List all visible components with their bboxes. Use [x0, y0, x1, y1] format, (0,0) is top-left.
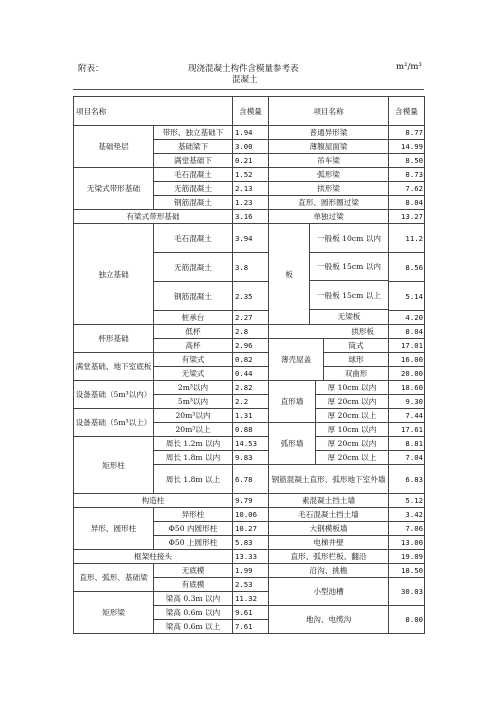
cell: 梁高 0.6m 以内 [154, 606, 233, 620]
cell: 8.04 [389, 196, 425, 210]
cell: 20m³以上 [154, 423, 233, 437]
col-header-value: 含模量 [389, 97, 425, 126]
cell: 10.27 [233, 522, 269, 536]
cell: 厚 20cm 以内 [316, 437, 388, 451]
cell: 无梁式带形基础 [74, 168, 154, 210]
cell: 14.53 [233, 437, 269, 451]
cell: 大钢模板墙 [269, 522, 389, 536]
formwork-table [73, 96, 425, 634]
cell: 2.13 [233, 182, 269, 196]
cell: 6.83 [389, 465, 425, 494]
cell: 5.14 [389, 282, 425, 311]
cell: 9.79 [233, 494, 269, 508]
cell: 满堂基础下 [154, 154, 233, 168]
cell: 无梁板 [337, 312, 361, 321]
cell: 3.00 [233, 140, 269, 154]
cell: 30.03 [389, 578, 425, 606]
cell: 18.60 [389, 381, 425, 395]
cell: 直形、弧形栏板、翻沿 [269, 550, 389, 564]
cell: 素混凝土挡土墙 [269, 494, 389, 508]
cell: 普通异形梁 [269, 126, 389, 140]
cell: 1.94 [233, 126, 269, 140]
cell: 吊车梁 [269, 154, 389, 168]
cell: 梁高 0.3m 以内 [154, 592, 233, 606]
cell: 异形、圆形柱 [74, 508, 154, 550]
col-header-value: 含模量 [233, 97, 269, 126]
cell: 13.00 [389, 536, 425, 550]
cell: 厚 20cm 以内 [316, 395, 388, 409]
cell: 无筋混凝土 [154, 182, 233, 196]
table-row [74, 508, 425, 522]
cell: 球形 [324, 353, 388, 367]
cell: 3.94 [233, 224, 269, 253]
cell: 14.99 [389, 140, 425, 154]
cell [269, 224, 389, 325]
unit-label: m²/m³ [396, 62, 422, 72]
cell: 8.81 [389, 437, 425, 451]
cell: Φ50 上圆形柱 [154, 536, 233, 550]
cell: 有底模 [154, 578, 233, 592]
cell: 地沟、电缆沟 [269, 606, 389, 634]
cell: 薄壳屋盖 [269, 339, 324, 380]
cell: 4.20 [389, 311, 425, 325]
cell: 带形、独立基础下 [154, 126, 233, 140]
cell: 周长 1.8m 以上 [154, 465, 233, 494]
cell: 板 [269, 224, 310, 324]
cell: 基础梁下 [154, 140, 233, 154]
table-row [74, 494, 425, 508]
col-header-name: 项目名称 [269, 97, 389, 126]
cell: 8.00 [389, 606, 425, 634]
cell: 独立基础 [74, 224, 154, 325]
cell: 2.27 [233, 311, 269, 325]
cell: 一般板 10cm 以内 [310, 224, 388, 253]
cell: 3.16 [233, 210, 269, 224]
cell: 矩形柱 [74, 437, 154, 494]
cell: 框架柱接头 [74, 550, 233, 564]
table-row [74, 550, 425, 564]
cell: 7.62 [389, 182, 425, 196]
cell: 直形、弧形、基础梁 [74, 564, 154, 592]
cell: 拱形梁 [269, 182, 389, 196]
table-row [74, 168, 425, 182]
cell: 8.73 [389, 168, 425, 182]
cell: 低杯 [154, 325, 233, 339]
divider [73, 89, 424, 90]
cell: 16.00 [389, 353, 425, 367]
cell: 有梁式带形基础 [74, 210, 233, 224]
table-row [74, 325, 425, 339]
appendix-label: 附表： [78, 64, 104, 74]
cell: 弧形梁 [269, 168, 389, 182]
cell: 7.04 [389, 451, 425, 465]
cell: 2.82 [233, 381, 269, 395]
cell: 单独过梁 [269, 210, 389, 224]
cell: 1.23 [233, 196, 269, 210]
cell: 8.04 [389, 325, 425, 339]
cell: 矩形梁 [74, 592, 154, 634]
cell: 10.06 [233, 508, 269, 522]
cell: 8.50 [389, 154, 425, 168]
cell: 周长 1.8m 以内 [154, 451, 233, 465]
cell: 钢筋混凝土直形、弧形地下室外墙 [269, 465, 389, 494]
cell: 19.09 [389, 550, 425, 564]
cell: 20.00 [389, 367, 425, 381]
table-row [74, 564, 425, 578]
cell: 7.44 [389, 409, 425, 423]
cell: 直形、圆形圈过梁 [269, 196, 389, 210]
cell: 11.2 [389, 224, 425, 253]
cell: 2.8 [233, 325, 269, 339]
cell: 杯形基础 [74, 325, 154, 353]
cell: 小型池槽 [269, 578, 389, 606]
cell: 梁高 0.6m 以上 [154, 620, 233, 634]
cell: 9.30 [389, 395, 425, 409]
cell: 20m³以内 [154, 409, 233, 423]
cell: 1.99 [233, 564, 269, 578]
cell: 弧形墙 [269, 423, 316, 464]
cell [269, 423, 389, 465]
cell: 18.50 [389, 564, 425, 578]
cell: 13.33 [233, 550, 269, 564]
table-subtitle: 混凝土 [232, 75, 258, 85]
cell: 0.88 [233, 423, 269, 437]
cell: 直形墙 [269, 381, 316, 422]
cell: 钢筋混凝土 [154, 282, 233, 311]
cell: 2.96 [233, 339, 269, 353]
cell: 毛石混凝土挡土墙 [269, 508, 389, 522]
cell: 满堂基础、地下室底板 [74, 353, 154, 381]
table-row [74, 224, 425, 253]
cell: 8.77 [389, 126, 425, 140]
cell: 周长 1.2m 以内 [154, 437, 233, 451]
cell: 5.12 [389, 494, 425, 508]
cell: 桩承台 [154, 311, 233, 325]
cell: 7.61 [233, 620, 269, 634]
cell: 2.2 [233, 395, 269, 409]
cell: 毛石混凝土 [154, 168, 233, 182]
cell: 3.8 [233, 253, 269, 282]
cell: 高杯 [154, 339, 233, 353]
cell: 9.83 [233, 451, 269, 465]
cell: 基础垫层 [74, 126, 154, 168]
cell: 0.21 [233, 154, 269, 168]
cell [269, 381, 389, 423]
cell: 11.32 [233, 592, 269, 606]
table-row [74, 126, 425, 140]
cell: 1.52 [233, 168, 269, 182]
cell: 17.01 [389, 339, 425, 353]
table-title: 现浇混凝土构件含模量参考表 [188, 64, 299, 74]
cell: 一般板 15cm 以上 [310, 281, 388, 310]
cell: 无底模 [154, 564, 233, 578]
cell: 13.27 [389, 210, 425, 224]
cell: 2m³以内 [154, 381, 233, 395]
cell: 厚 10cm 以内 [316, 423, 388, 437]
col-header-name: 项目名称 [74, 97, 233, 126]
table-row [74, 381, 425, 395]
cell: 无筋混凝土 [154, 253, 233, 282]
cell: 薄腹屋面梁 [269, 140, 389, 154]
cell: 无梁式 [154, 367, 233, 381]
cell: 电梯井壁 [269, 536, 389, 550]
cell: 8.56 [389, 253, 425, 282]
cell: 17.61 [389, 423, 425, 437]
cell: 钢筋混凝土 [154, 196, 233, 210]
cell: 毛石混凝土 [154, 224, 233, 253]
cell: 厚 10cm 以内 [316, 381, 388, 395]
cell: Φ50 内圆形柱 [154, 522, 233, 536]
cell: 构造柱 [74, 494, 233, 508]
table-head-row [74, 97, 425, 126]
cell: 沿沟、挑檐 [269, 564, 389, 578]
cell: 厚 20cm 以上 [327, 411, 377, 420]
cell: 0.82 [233, 353, 269, 367]
cell: 6.78 [233, 465, 269, 494]
cell: 2.53 [233, 578, 269, 592]
cell: 9.61 [233, 606, 269, 620]
cell: 1.31 [233, 409, 269, 423]
cell: 5.83 [233, 536, 269, 550]
cell: 厚 20cm 以上 [327, 453, 377, 462]
cell: 筒式 [324, 339, 388, 353]
cell: 异形柱 [154, 508, 233, 522]
cell: 拱形板 [269, 325, 389, 339]
table-row [74, 210, 425, 224]
cell: 7.06 [389, 522, 425, 536]
cell [269, 339, 389, 381]
cell: 2.35 [233, 282, 269, 311]
cell: 5m³以内 [154, 395, 233, 409]
cell: 一般板 15cm 以内 [310, 253, 388, 281]
cell: 设备基础（5m³以上） [74, 409, 154, 437]
cell: 3.42 [389, 508, 425, 522]
cell: 设备基础（5m³以内） [74, 381, 154, 409]
cell: 有梁式 [154, 353, 233, 367]
cell: 0.44 [233, 367, 269, 381]
cell: 双曲形 [344, 369, 368, 378]
